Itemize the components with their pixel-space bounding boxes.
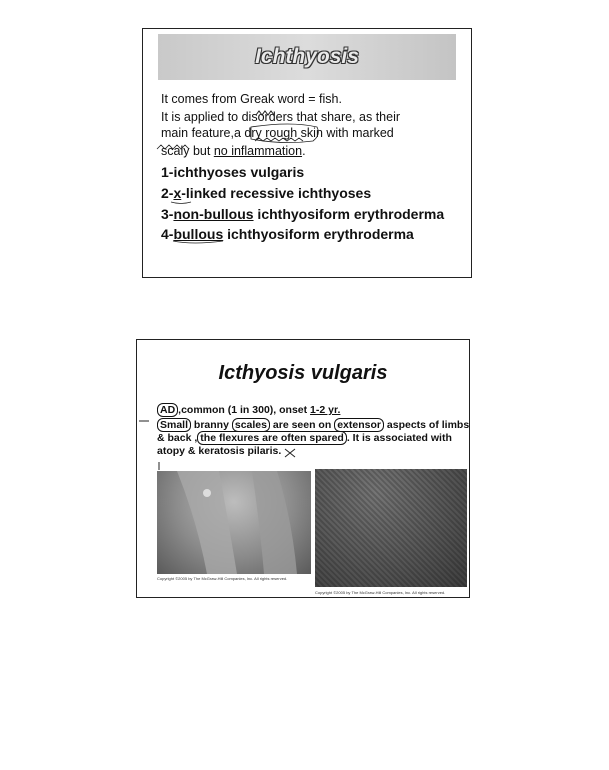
title-banner <box>158 34 456 80</box>
extensor-circled: extensor <box>334 418 384 432</box>
onset-underlined: 1-2 yr. <box>310 404 341 416</box>
text-fragment: branny <box>191 419 232 431</box>
description-line-3: atopy & keratosis pilaris. <box>157 445 282 457</box>
item-number: 2- <box>161 185 174 201</box>
clinical-photo-scales <box>315 469 467 587</box>
copyright-left: Copyright ©2005 by The McGraw-Hill Companies, Inc. All rights reserved. <box>157 576 288 581</box>
description-line-2 <box>157 432 452 444</box>
text-fragment: . <box>302 144 306 158</box>
slide-title: Ichthyosis <box>255 45 359 68</box>
small-circled: Small <box>157 418 191 432</box>
onset-line <box>157 404 340 416</box>
list-item <box>161 164 304 180</box>
scales-circled: scales <box>232 418 270 432</box>
list-item <box>161 206 444 222</box>
legs-illustration <box>157 471 311 574</box>
item-text: ichthyosiform erythroderma <box>223 226 414 242</box>
text-fragment: & back , <box>157 432 198 444</box>
text-fragment: . It is associated with <box>346 432 452 444</box>
skin-spot <box>203 489 211 497</box>
description-line-1 <box>157 419 469 431</box>
text-fragment: main feature,a <box>161 126 245 140</box>
text-fragment: disorders that share, as their <box>241 110 401 124</box>
ad-circled: AD <box>157 403 178 417</box>
item-underlined: bullous <box>173 226 224 242</box>
clinical-photo-legs <box>157 471 311 574</box>
no-inflammation-underline: no inflammation <box>213 144 303 158</box>
item-underlined: non-bullous <box>173 206 254 222</box>
text-fragment: skin with marked <box>297 126 394 140</box>
list-item <box>161 185 371 201</box>
definition-line-2 <box>161 109 400 125</box>
text-fragment: aspects of limbs <box>383 419 470 431</box>
text-fragment: but <box>189 144 214 158</box>
flexures-circled: the flexures are often spared <box>197 431 347 445</box>
item-number: 4- <box>161 226 174 242</box>
item-number: 1- <box>161 164 174 180</box>
slide-ichthyosis <box>142 28 472 278</box>
item-underlined: x <box>173 185 182 201</box>
copyright-right: Copyright ©2005 by The McGraw-Hill Companies, Inc. All rights reserved. <box>315 590 446 595</box>
slide-title: Icthyosis vulgaris <box>218 362 388 384</box>
item-text: ichthyoses vulgaris <box>173 164 305 180</box>
leg-shape <box>177 471 237 574</box>
dry-rough-highlight: dry rough <box>244 126 298 140</box>
scaly-highlight: scaly <box>161 144 190 158</box>
item-number: 3- <box>161 206 174 222</box>
cross-mark <box>285 449 295 457</box>
text-fragment: are seen on <box>269 419 335 431</box>
text-fragment: It is applied to <box>161 110 242 124</box>
definition-line-3 <box>161 125 394 141</box>
slide-icthyosis-vulgaris <box>136 339 470 598</box>
leg-shape <box>252 471 297 574</box>
item-text: -linked recessive ichthyoses <box>181 185 372 201</box>
list-item <box>161 226 414 242</box>
definition-line-4 <box>161 143 306 159</box>
underline-mark <box>171 202 191 204</box>
text-fragment: ,common (1 in 300), onset <box>178 404 311 416</box>
item-text: ichthyosiform erythroderma <box>253 206 445 222</box>
definition-line-1: It comes from Greak word = fish. <box>161 92 342 106</box>
